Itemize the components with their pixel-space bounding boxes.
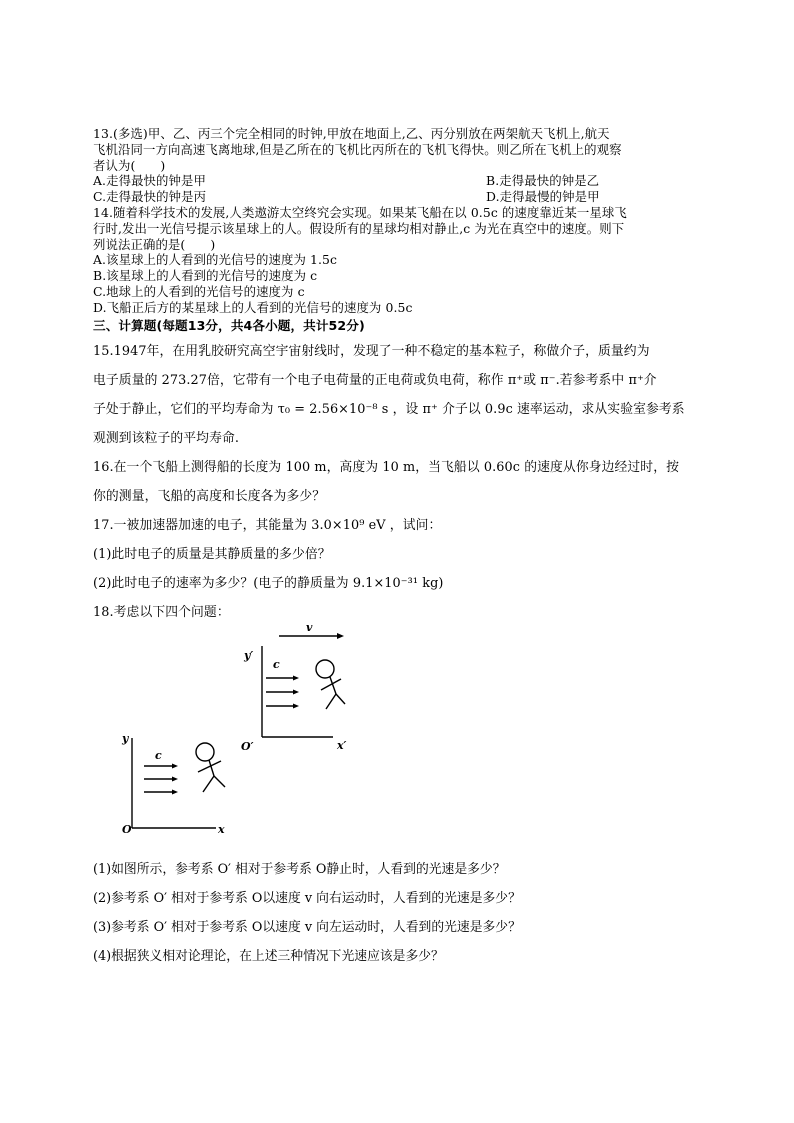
y-label: y <box>122 732 129 745</box>
q15-line4: 观测到该粒子的平均寿命. <box>93 430 240 446</box>
q14-option-b: B.该星球上的人看到的光信号的速度为 c <box>93 268 318 284</box>
q14-option-a: A.该星球上的人看到的光信号的速度为 1.5c <box>93 252 338 268</box>
q14-option-c: C.地球上的人看到的光信号的速度为 c <box>93 283 305 299</box>
q17-line1: 17.一被加速器加速的电子，其能量为 3.0×10⁹ eV ，试问： <box>93 517 442 533</box>
light-label-lower: c <box>155 749 162 762</box>
q15-line1: 15.1947年，在用乳胶研究高空宇宙射线时，发现了一种不稳定的基本粒子，称做介子，质量约为 <box>93 343 650 359</box>
q13-option-b: B.走得最快的钟是乙 <box>486 173 600 189</box>
q13-line3: 者认为( ) <box>93 157 166 173</box>
q13-option-c: C.走得最快的钟是丙 <box>93 189 207 205</box>
q18-sub4: (4)根据狭义相对论理论，在上述三种情况下光速应该是多少？ <box>93 949 444 964</box>
q13-option-a: A.走得最快的钟是甲 <box>93 173 207 189</box>
x-prime-label: x′ <box>337 739 347 752</box>
q18-sub2: (2)参考系 O′ 相对于参考系 O以速度 v 向右运动时，人看到的光速是多少？ <box>93 891 521 906</box>
q13-line2: 飞机沿同一方向高速飞离地球,但是乙所在的飞机比丙所在的飞机飞得快。则乙所在飞机上的观察 <box>93 141 622 157</box>
q14-line2: 行时,发出一光信号提示该星球上的人。假设所有的星球均相对静止,c 为光在真空中的速度。则下 <box>93 220 625 236</box>
origin-prime-label: O′ <box>241 740 254 753</box>
q18-line1: 18.考虑以下四个问题： <box>93 604 230 620</box>
q18-sub3: (3)参考系 O′ 相对于参考系 O以速度 v 向左运动时，人看到的光速是多少？ <box>93 920 521 935</box>
q13-option-d: D.走得最慢的钟是甲 <box>486 189 600 205</box>
q13-line1: 13.(多选)甲、乙、丙三个完全相同的时钟,甲放在地面上,乙、丙分别放在两架航天飞机上,航天 <box>93 126 610 141</box>
q16-line1: 16.在一个飞船上测得船的长度为 100 m，高度为 10 m，当飞船以 0.60c 的速度从你身边经过时，按 <box>93 459 679 475</box>
y-prime-label: y′ <box>244 649 254 662</box>
q14-line3: 列说法正确的是( ) <box>93 236 216 252</box>
q14-line1: 14.随着科学技术的发展,人类遨游太空终究会实现。如果某飞船在以 0.5c 的速度靠近某一星球飞 <box>93 204 627 220</box>
q15-line2: 电子质量的 273.27倍，它带有一个电子电荷量的正电荷或负电荷，称作 π⁺或 π⁻.若参考系中 π⁺介 <box>93 372 657 388</box>
origin-label: O <box>122 823 132 836</box>
light-label-upper: c <box>273 658 280 671</box>
velocity-label: v <box>306 621 313 634</box>
q17-line2: (1)此时电子的质量是其静质量的多少倍？ <box>93 546 331 562</box>
q18-sub1: (1)如图所示，参考系 O′ 相对于参考系 O静止时，人看到的光速是多少？ <box>93 862 506 877</box>
x-label: x <box>218 823 225 836</box>
q17-line3: (2)此时电子的速率为多少？(电子的静质量为 9.1×10⁻³¹ kg) <box>93 575 444 591</box>
q14-option-d: D.飞船正后方的某星球上的人看到的光信号的速度为 0.5c <box>93 299 413 315</box>
q15-line3: 子处于静止，它们的平均寿命为 τ₀ = 2.56×10⁻⁸ s ，设 π⁺ 介子以 0.9c 速率运动，求从实验室参考系 <box>93 401 685 417</box>
q16-line2: 你的测量，飞船的高度和长度各为多少？ <box>93 488 326 504</box>
section-heading: 三、计算题(每题13分，共4各小题，共计52分) <box>93 317 365 333</box>
q18-subquestions <box>93 855 713 971</box>
